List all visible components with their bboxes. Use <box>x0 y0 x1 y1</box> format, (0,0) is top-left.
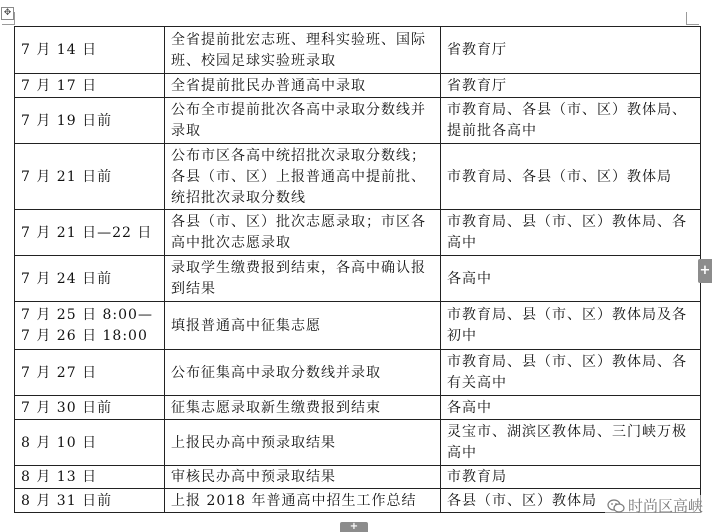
date-cell: 7 月 24 日前 <box>15 256 165 302</box>
table-row <box>15 27 701 74</box>
table-row <box>15 74 701 98</box>
org-cell: 市教育局、县（市、区）教体局、各有关高中 <box>441 350 701 396</box>
watermark-text: 时尚区高峡 <box>627 497 703 515</box>
org-cell: 市教育局、各县（市、区）教体局 <box>441 144 701 210</box>
task-cell: 录取学生缴费报到结束，各高中确认报到结果 <box>165 256 441 302</box>
task-cell: 填报普通高中征集志愿 <box>165 302 441 350</box>
task-cell: 公布征集高中录取分数线并录取 <box>165 350 441 396</box>
schedule-table <box>14 26 701 513</box>
table-row <box>15 210 701 256</box>
task-cell: 征集志愿录取新生缴费报到结束 <box>165 396 441 420</box>
watermark <box>605 495 705 516</box>
task-cell: 上报 2018 年普通高中招生工作总结 <box>165 489 441 513</box>
wechat-icon <box>607 499 625 513</box>
date-cell: 7 月 17 日 <box>15 74 165 98</box>
date-cell: 7 月 14 日 <box>15 27 165 74</box>
add-row-button[interactable]: + <box>340 522 368 532</box>
table-row <box>15 489 701 513</box>
org-cell: 各县（市、区）教体局 <box>441 489 701 513</box>
task-cell: 审核民办高中预录取结果 <box>165 466 441 489</box>
date-cell: 7 月 19 日前 <box>15 98 165 144</box>
date-cell: 8 月 31 日前 <box>15 489 165 513</box>
table-move-handle[interactable]: ✥ <box>1 7 14 20</box>
crop-mark-top-right <box>686 12 699 25</box>
table-row <box>15 98 701 144</box>
org-cell: 省教育厅 <box>441 27 701 74</box>
date-cell: 7 月 21 日前 <box>15 144 165 210</box>
org-cell: 市教育局、县（市、区）教体局及各初中 <box>441 302 701 350</box>
task-cell: 公布市区各高中统招批次录取分数线；各县（市、区）上报普通高中提前批、统招批次录取分数线 <box>165 144 441 210</box>
org-cell: 各高中 <box>441 396 701 420</box>
task-cell: 全省提前批民办普通高中录取 <box>165 74 441 98</box>
table-row <box>15 256 701 302</box>
task-cell: 公布全市提前批次各高中录取分数线并录取 <box>165 98 441 144</box>
org-cell: 市教育局、各县（市、区）教体局、提前批各高中 <box>441 98 701 144</box>
org-cell: 各高中 <box>441 256 701 302</box>
date-cell: 7 月 30 日前 <box>15 396 165 420</box>
org-cell: 灵宝市、湖滨区教体局、三门峡万极高中 <box>441 420 701 466</box>
date-cell: 7 月 27 日 <box>15 350 165 396</box>
task-cell: 上报民办高中预录取结果 <box>165 420 441 466</box>
table-row <box>15 396 701 420</box>
add-column-button[interactable]: + <box>698 259 712 283</box>
date-cell: 7 月 21 日—22 日 <box>15 210 165 256</box>
org-cell: 市教育局、县（市、区）教体局、各高中 <box>441 210 701 256</box>
task-cell: 各县（市、区）批次志愿录取；市区各高中批次志愿录取 <box>165 210 441 256</box>
table-row <box>15 466 701 489</box>
date-cell: 8 月 10 日 <box>15 420 165 466</box>
date-cell: 7 月 25 日 8:00—7 月 26 日 18:00 <box>15 302 165 350</box>
table-row <box>15 350 701 396</box>
org-cell: 市教育局 <box>441 466 701 489</box>
task-cell: 全省提前批宏志班、理科实验班、国际班、校园足球实验班录取 <box>165 27 441 74</box>
org-cell: 省教育厅 <box>441 74 701 98</box>
crop-mark-top-left <box>2 12 15 25</box>
table-row <box>15 144 701 210</box>
table-row <box>15 420 701 466</box>
date-cell: 8 月 13 日 <box>15 466 165 489</box>
table-row <box>15 302 701 350</box>
